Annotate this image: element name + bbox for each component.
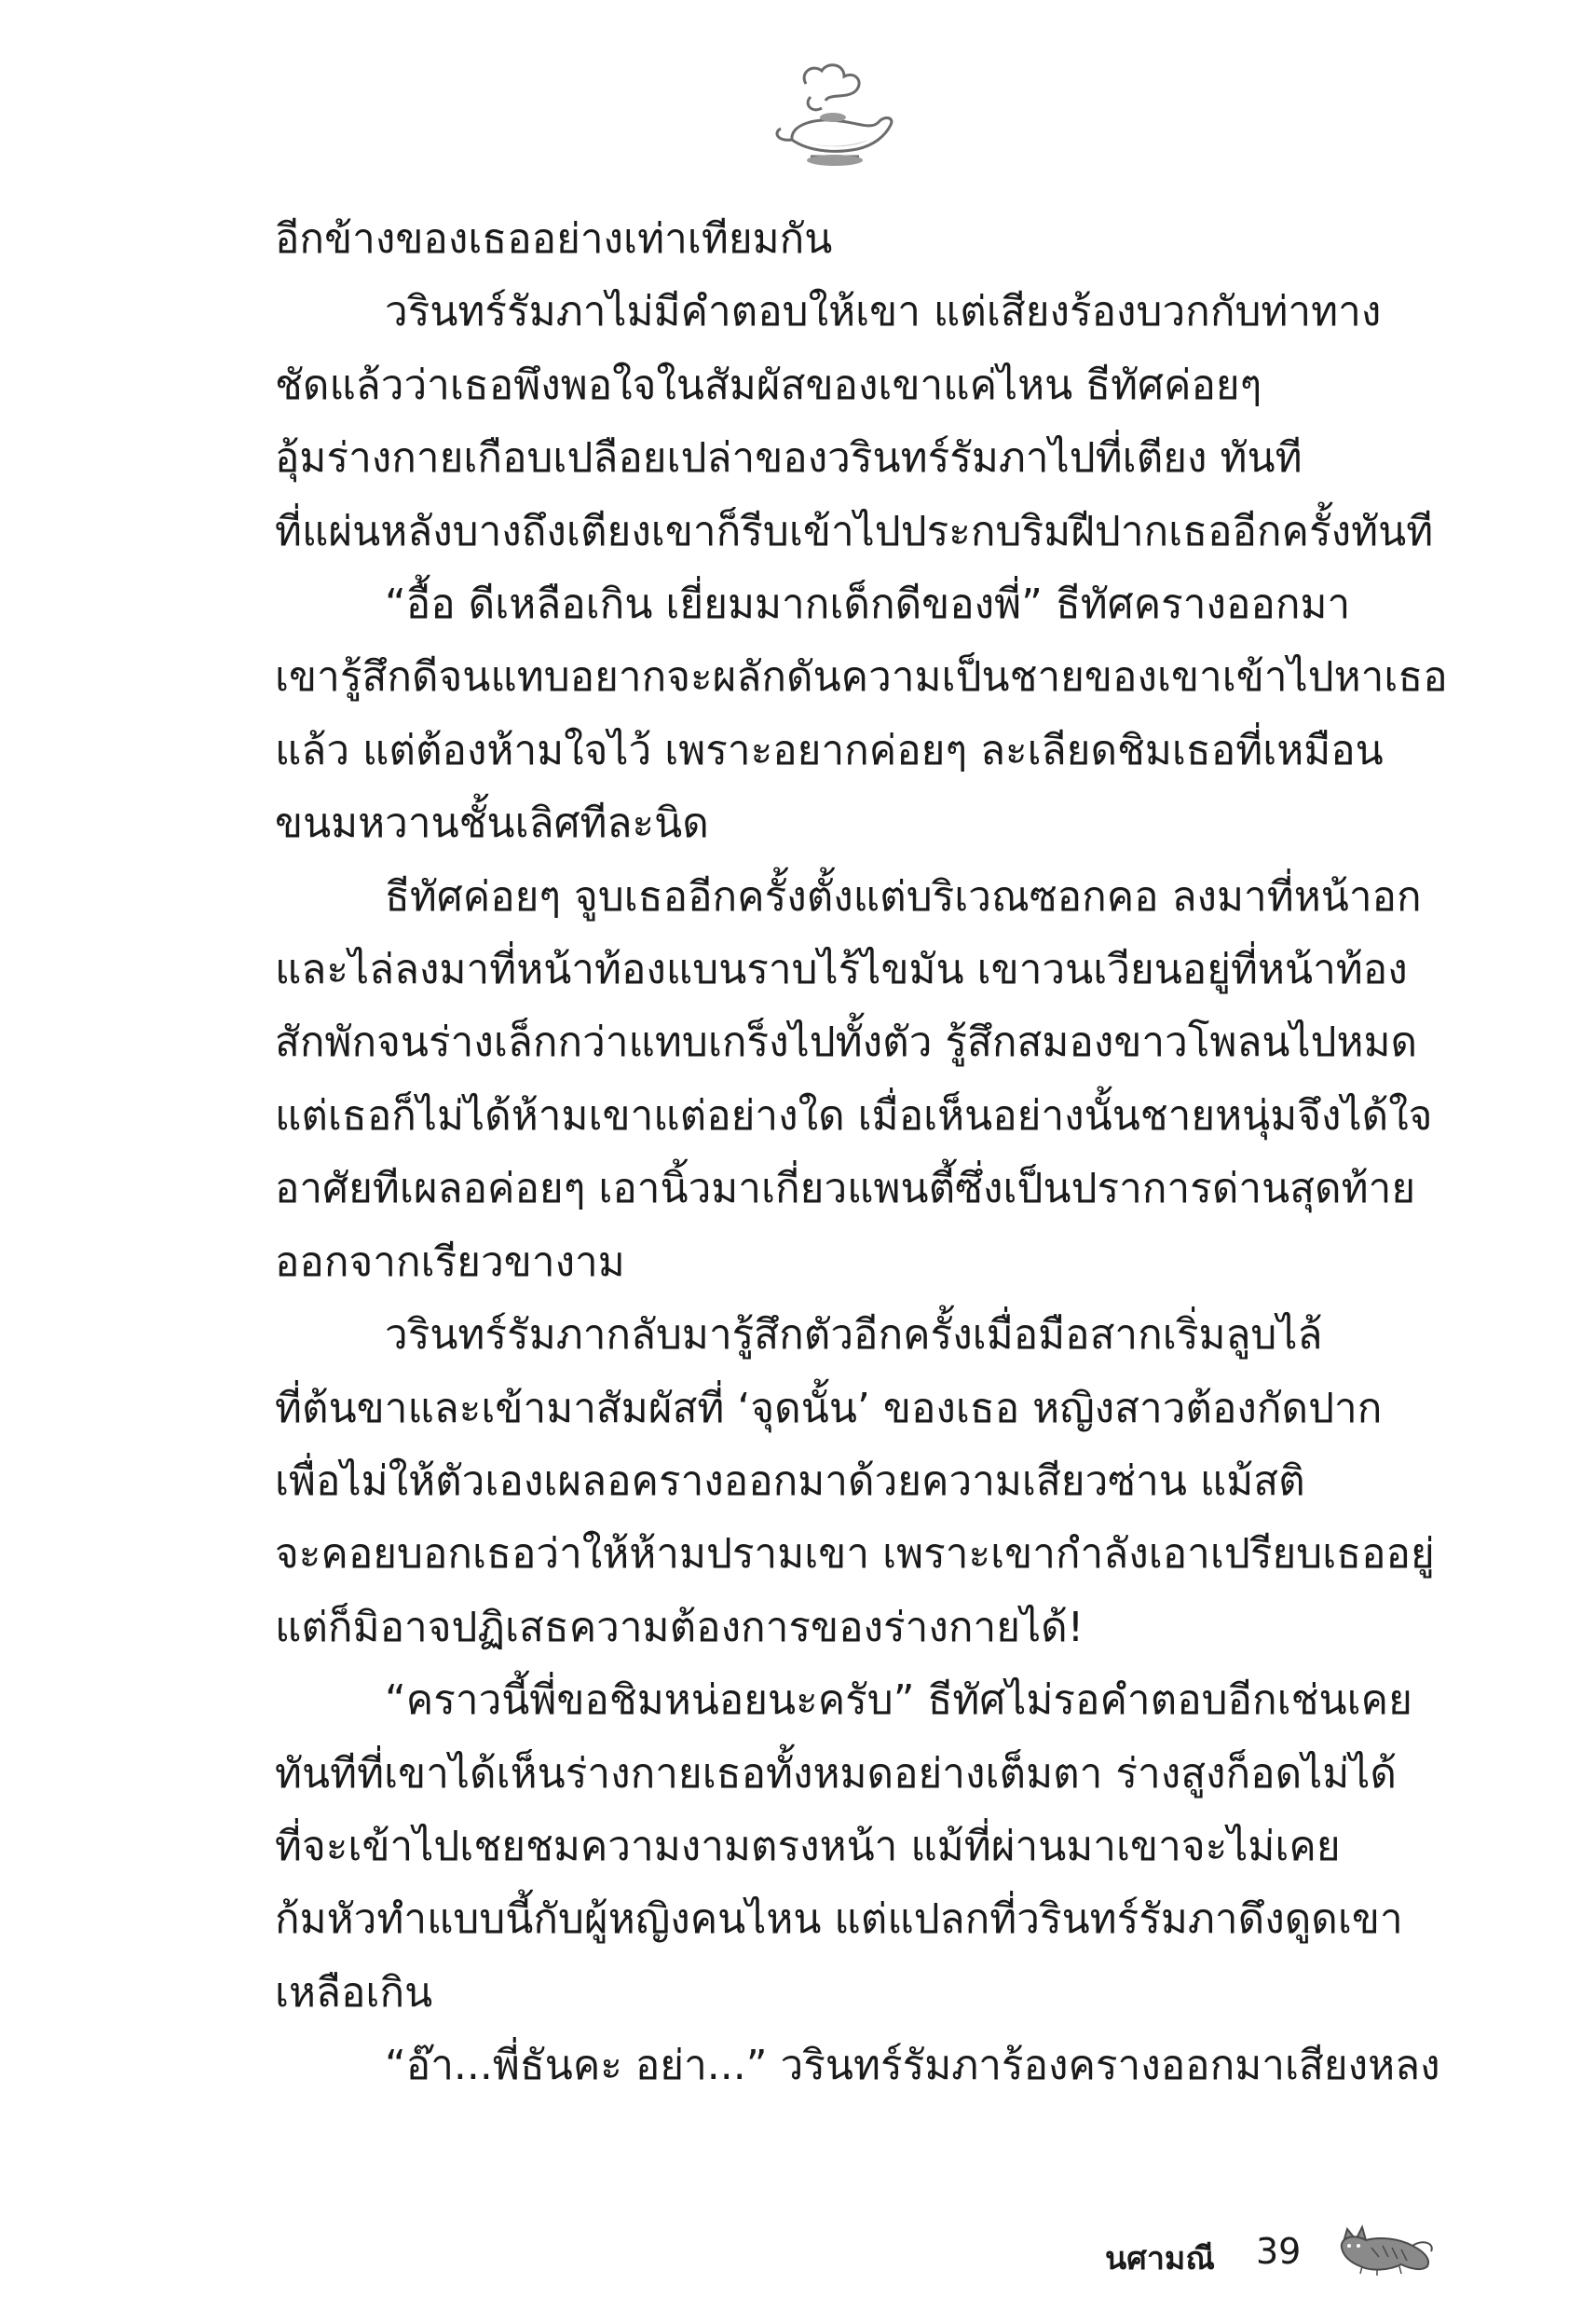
cat-icon [1334, 2220, 1437, 2277]
text-line: แล้ว แต่ต้องห้ามใจไว้ เพราะอยากค่อยๆ ละเลียดชิมเธอที่เหมือน [275, 726, 1384, 774]
text-line: ก้มหัวทำแบบนี้กับผู้หญิงคนไหน แต่แปลกที่วรินทร์รัมภาดึงดูดเขา [275, 1895, 1403, 1944]
page-number: 39 [1256, 2231, 1302, 2272]
text-line: แต่เธอก็ไม่ได้ห้ามเขาแต่อย่างใด เมื่อเห็นอย่างนั้นชายหนุ่มจึงได้ใจ [275, 1091, 1433, 1140]
body-text [275, 203, 1448, 2103]
text-line: วรินทร์รัมภาไม่มีคำตอบให้เขา แต่เสียงร้องบวกกับท่าทาง [385, 288, 1382, 336]
paragraph [275, 276, 1434, 568]
text-line: ขนมหวานชั้นเลิศทีละนิด [275, 800, 709, 848]
paragraph [275, 861, 1433, 1299]
paragraph [275, 2030, 1440, 2102]
text-line: อีกข้างของเธออย่างเท่าเทียมกัน [275, 215, 833, 263]
text-line: อาศัยทีเผลอค่อยๆ เอานิ้วมาเกี่ยวแพนตี้ซึ่งเป็นปราการด่านสุดท้าย [275, 1165, 1416, 1213]
paragraph [275, 568, 1448, 861]
text-line: อุ้มร่างกายเกือบเปลือยเปล่าของวรินทร์รัมภาไปที่เตียง ทันที [275, 434, 1303, 483]
text-line: “คราวนี้พี่ขอชิมหน่อยนะครับ” ธีทัศไม่รอคำตอบอีกเช่นเคย [385, 1676, 1412, 1725]
paragraph [275, 203, 1416, 276]
text-line: ออกจากเรียวขางาม [275, 1238, 625, 1286]
magic-lamp-icon [755, 56, 904, 177]
text-line: ทันทีที่เขาได้เห็นร่างกายเธอทั้งหมดอย่างเต็มตา ร่างสูงก็อดไม่ได้ [275, 1749, 1398, 1798]
book-title: นศามณี [1105, 2240, 1215, 2277]
text-line: แต่ก็มิอาจปฏิเสธความต้องการของร่างกายได้! [275, 1603, 1084, 1651]
page-footer [1071, 2220, 1444, 2285]
text-line: ชัดแล้วว่าเธอพึงพอใจในสัมผัสของเขาแค่ไหน ธีทัศค่อยๆ [275, 361, 1262, 409]
text-line: “อ๊า...พี่ธันคะ อย่า...” วรินทร์รัมภาร้องครางออกมาเสียงหลง [385, 2042, 1440, 2090]
text-line: จะคอยบอกเธอว่าให้ห้ามปรามเขา เพราะเขากำลังเอาเปรียบเธออยู่ [275, 1530, 1435, 1579]
text-line: วรินทร์รัมภากลับมารู้สึกตัวอีกครั้งเมื่อมือสากเริ่มลูบไล้ [385, 1311, 1323, 1360]
text-line: สักพักจนร่างเล็กกว่าแทบเกร็งไปทั้งตัว รู้สึกสมองขาวโพลนไปหมด [275, 1019, 1418, 1067]
text-line: เพื่อไม่ให้ตัวเองเผลอครางออกมาด้วยความเสียวซ่าน แม้สติ [275, 1456, 1305, 1505]
text-line: ที่จะเข้าไปเชยชมความงามตรงหน้า แม้ที่ผ่านมาเขาจะไม่เคย [275, 1822, 1341, 1870]
text-line: ที่ต้นขาและเข้ามาสัมผัสที่ ‘จุดนั้น’ ของเธอ หญิงสาวต้องกัดปาก [275, 1384, 1383, 1432]
text-line: และไล่ลงมาที่หน้าท้องแบนราบไร้ไขมัน เขาวนเวียนอยู่ที่หน้าท้อง [275, 946, 1408, 994]
text-line: ที่แผ่นหลังบางถึงเตียงเขาก็รีบเข้าไปประกบริมฝีปากเธออีกครั้งทันที [275, 507, 1434, 555]
paragraph [275, 1664, 1416, 2030]
text-line: ธีทัศค่อยๆ จูบเธออีกครั้งตั้งแต่บริเวณซอกคอ ลงมาที่หน้าอก [385, 872, 1422, 921]
text-line: เขารู้สึกดีจนแทบอยากจะผลักดันความเป็นชายของเขาเข้าไปหาเธอ [275, 653, 1448, 702]
paragraph [275, 1299, 1435, 1664]
text-line: เหลือเกิน [275, 1968, 433, 2017]
text-line: “อื้อ ดีเหลือเกิน เยี่ยมมากเด็กดีของพี่” ธีทัศครางออกมา [385, 581, 1351, 629]
